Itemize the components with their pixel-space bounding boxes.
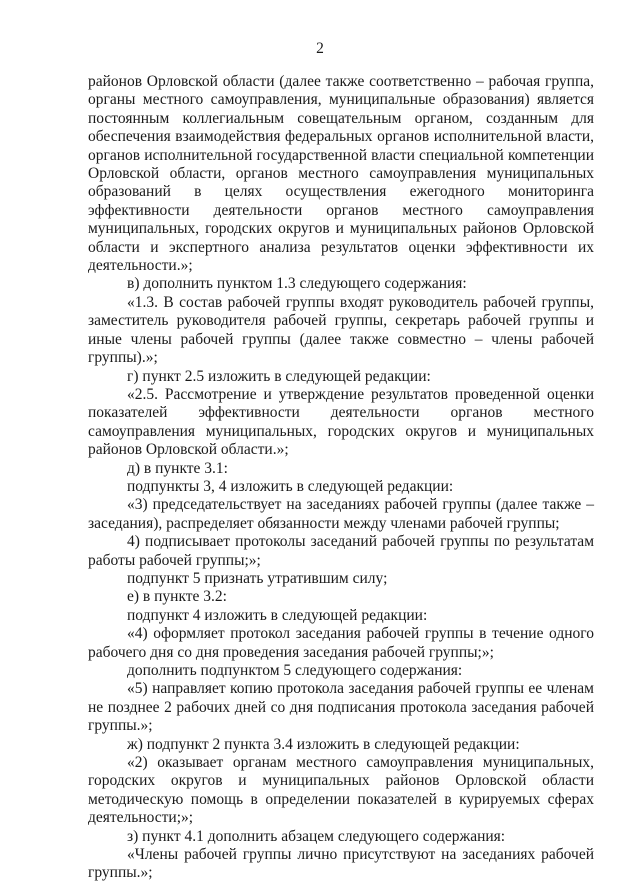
paragraph: ж) подпункт 2 пункта 3.4 изложить в следующей редакции:	[127, 735, 520, 753]
paragraph: г) пункт 2.5 изложить в следующей редакции:	[127, 367, 431, 385]
paragraph: районов Орловской области (далее также соответственно – рабочая группа, органы местного самоуправления, муниципальные образования) является постоянным коллегиальным совещательным органом, созданным для обеспечения взаимодействия федеральных органов исполнительной власти, органов исполнительной государственной власти специальной компетенции Орловской области, органов местного самоуправления муниципальных образований в целях осуществления ежегодного мониторинга эффективности деятельности органов местного самоуправления муниципальных, городских округов и муниципальных районов Орловской области и экспертного анализа результатов оценки эффективности их деятельности.»;	[88, 73, 594, 275]
paragraph: «4) оформляет протокол заседания рабочей группы в течение одного рабочего дня со дня проведения заседания рабочей группы;»;	[88, 625, 594, 661]
paragraph: «Члены рабочей группы лично присутствуют на заседаниях рабочей группы.»;	[88, 846, 594, 882]
paragraph: з) пункт 4.1 дополнить абзацем следующего содержания:	[127, 827, 506, 845]
paragraph: 4) подписывает протоколы заседаний рабочей группы по результатам работы рабочей группы;»;	[88, 533, 594, 569]
paragraph: в) дополнить пунктом 1.3 следующего содержания:	[127, 275, 467, 293]
paragraph: е) в пункте 3.2:	[127, 588, 227, 606]
paragraph: «5) направляет копию протокола заседания рабочей группы ее членам не позднее 2 рабочих дней со дня подписания протокола заседания рабочей группы.»;	[88, 680, 594, 735]
paragraph: «3) председательствует на заседаниях рабочей группы (далее также – заседания), распределяет обязанности между членами рабочей группы;	[88, 496, 594, 532]
paragraph: «2.5. Рассмотрение и утверждение результатов проведенной оценки показателей эффективности деятельности органов местного самоуправления муниципальных, городских округов и муниципальных районов Орловской области.»;	[88, 385, 594, 459]
page-number: 2	[316, 40, 324, 57]
paragraph: дополнить подпунктом 5 следующего содержания:	[127, 662, 463, 679]
paragraph: «2) оказывает органам местного самоуправления муниципальных, городских округов и муниципальных районов Орловской области методическую помощь в определении показателей в курируемых сферах деятельности;»;	[88, 754, 594, 827]
document-body	[88, 73, 594, 883]
paragraph: подпункты 3, 4 изложить в следующей редакции:	[127, 477, 454, 495]
paragraph: подпункт 5 признать утратившим силу;	[127, 569, 388, 587]
paragraph: подпункт 4 изложить в следующей редакции:	[127, 606, 428, 624]
paragraph: «1.3. В состав рабочей группы входят руководитель рабочей группы, заместитель руководителя рабочей группы, секретарь рабочей группы и иные члены рабочей группы (далее также совместно – члены рабочей группы).»;	[88, 293, 594, 367]
paragraph: д) в пункте 3.1:	[127, 459, 228, 477]
